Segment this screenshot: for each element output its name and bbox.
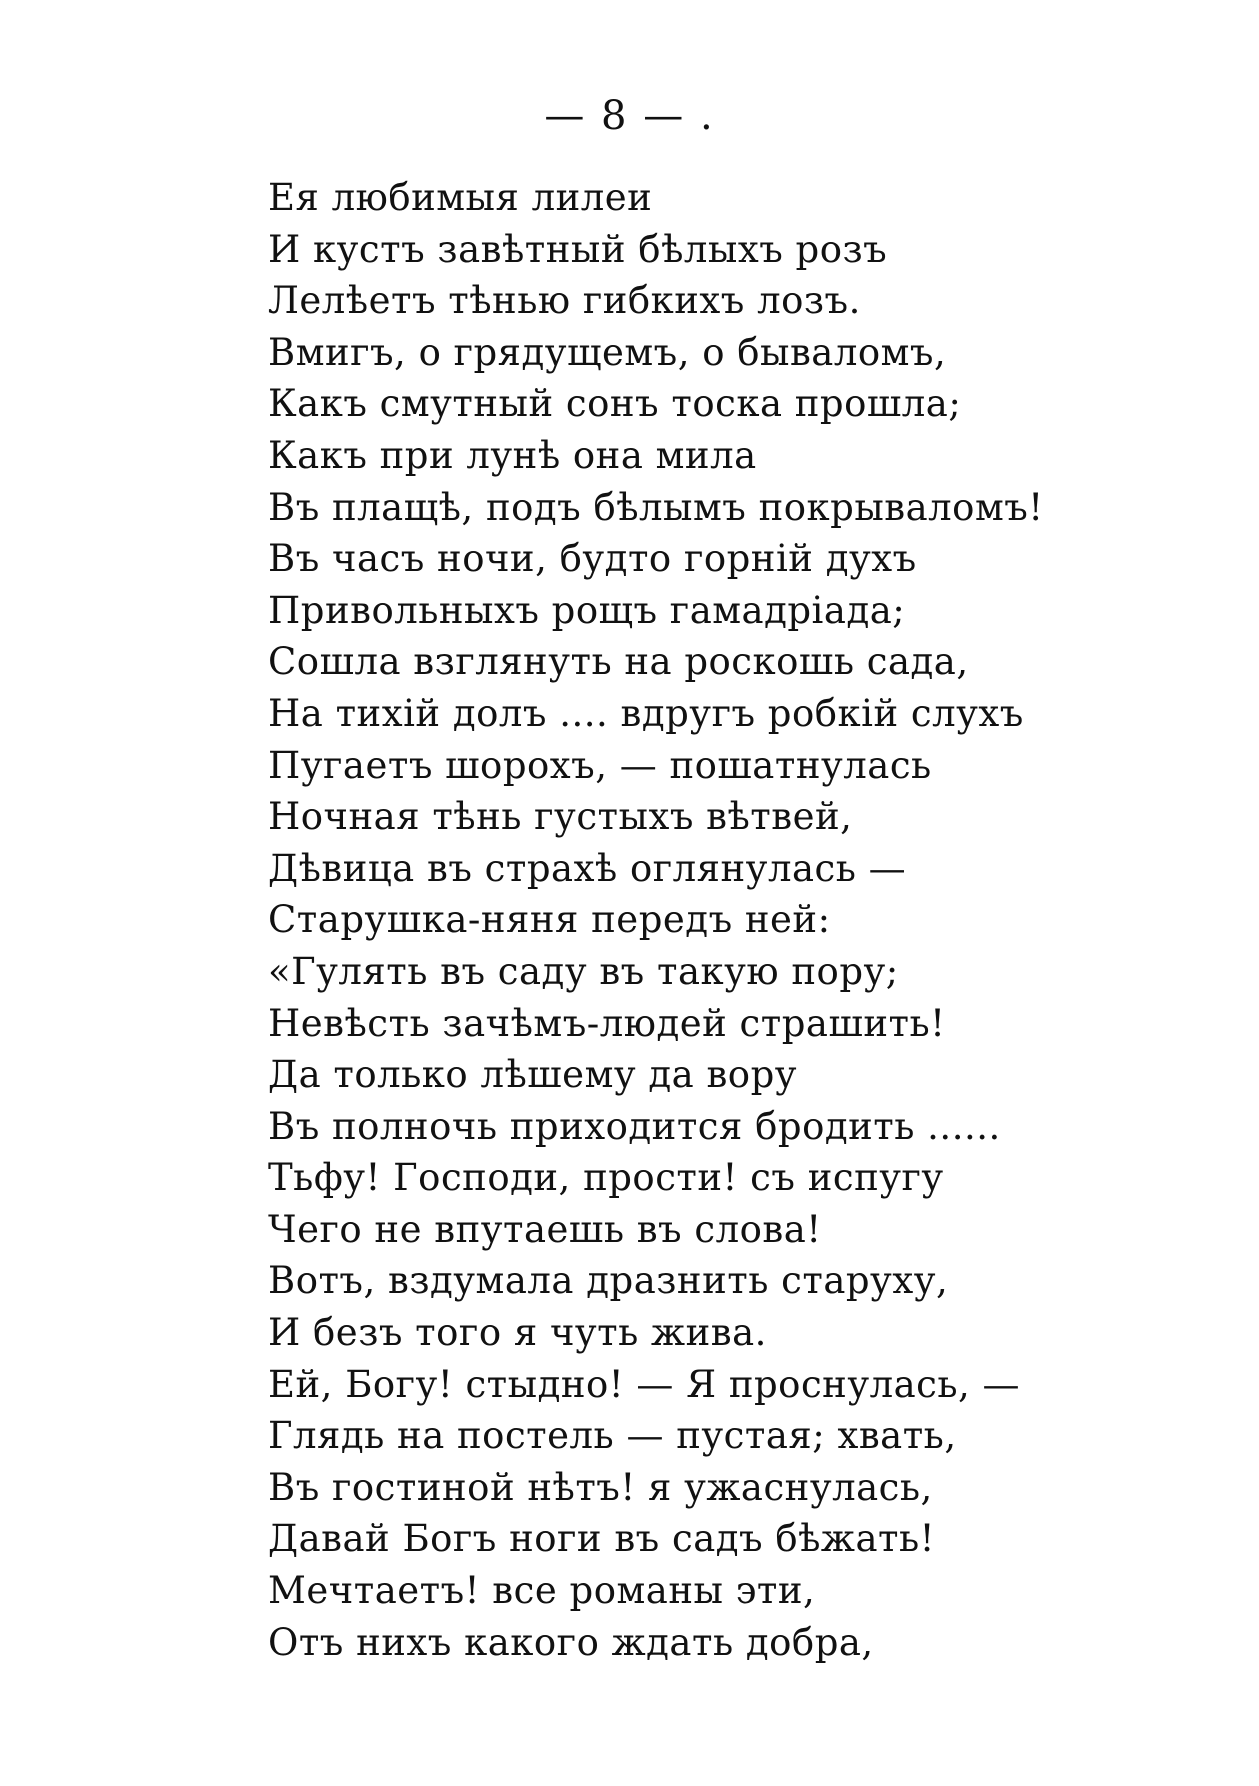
poem-line: Ея любимыя лилеи — [268, 176, 653, 219]
poem-line: Невѣсть зачѣмъ-людей страшить! — [268, 1001, 946, 1045]
poem-line: Да только лѣшему да вору — [268, 1053, 798, 1097]
poem-line: Въ часъ ночи, будто горній духъ — [268, 537, 917, 581]
poem-line: Ночная тѣнь густыхъ вѣтвей, — [268, 795, 853, 839]
poem-line: Ей, Богу! стыдно! — Я проснулась, — — [268, 1362, 1021, 1406]
poem-line: Отъ нихъ какого ждать добра, — [268, 1620, 874, 1664]
poem-line: Вмигъ, о грядущемъ, о бываломъ, — [268, 330, 947, 374]
poem-line: Въ полночь приходится бродить ...... — [268, 1104, 1001, 1148]
poem-text — [268, 172, 1044, 1668]
poem-line: Привольныхъ рощъ гамадріада; — [268, 588, 906, 632]
poem-line: Мечтаетъ! все романы эти, — [268, 1569, 816, 1613]
poem-line: И безъ того я чуть жива. — [268, 1311, 767, 1355]
poem-line: И кустъ завѣтный бѣлыхъ розъ — [268, 227, 888, 271]
poem-line: Вотъ, вздумала дразнить старуху, — [268, 1259, 949, 1303]
poem-line: Лелѣетъ тѣнью гибкихъ лозъ. — [268, 279, 861, 323]
poem-line: Чего не впутаешь въ слова! — [268, 1207, 822, 1251]
poem-line: Тьфу! Господи, прости! съ испугу — [268, 1156, 944, 1200]
poem-line: Въ гостиной нѣтъ! я ужаснулась, — [268, 1465, 933, 1509]
poem-line: Пугаетъ шорохъ, — пошатнулась — [268, 743, 932, 787]
poem-line: Давай Богъ ноги въ садъ бѣжать! — [268, 1517, 936, 1561]
poem-line: Какъ смутный сонъ тоска прошла; — [268, 382, 962, 426]
poem-line: Дѣвица въ страхѣ оглянулась — — [268, 846, 907, 890]
poem-line: Въ плащѣ, подъ бѣлымъ покрываломъ! — [268, 485, 1044, 529]
poem-line: «Гулять въ саду въ такую пору; — [268, 949, 899, 993]
poem-line: Какъ при лунѣ она мила — [268, 433, 757, 477]
poem-line: Глядь на постель — пустая; хвать, — [268, 1414, 957, 1458]
poem-line: Сошла взглянуть на роскошь сада, — [268, 640, 969, 684]
poem-line: Старушка-няня передъ ней: — [268, 898, 831, 942]
poem-line: На тихій долъ .... вдругъ робкій слухъ — [268, 691, 1024, 735]
page-number-header: — 8 — . — [544, 93, 715, 139]
